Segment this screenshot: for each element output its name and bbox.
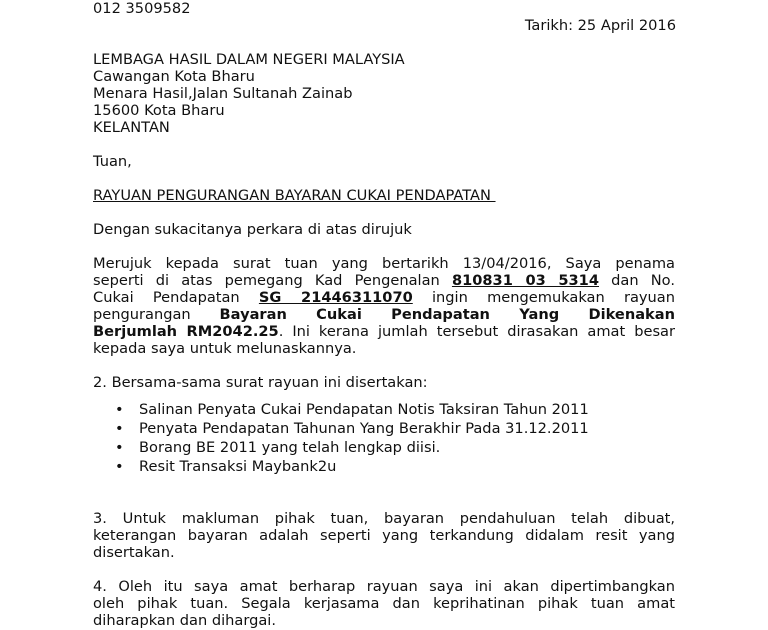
- list-item: • Borang BE 2011 yang telah lengkap diisi.: [93, 438, 589, 457]
- recipient-line: KELANTAN: [93, 119, 170, 136]
- recipient-line: Menara Hasil,Jalan Sultanah Zainab: [93, 85, 353, 102]
- bold-amount: Berjumlah RM2042.25: [93, 323, 279, 340]
- sender-phone: 012 3509582: [93, 0, 191, 17]
- para1-line: seperti di atas pemegang Kad Pengenalan 810831 03 5314 dan No.: [93, 272, 675, 289]
- salutation: Tuan,: [93, 153, 132, 170]
- para1-line: Merujuk kepada surat tuan yang bertarikh 13/04/2016, Saya penama: [93, 255, 675, 272]
- bold-phrase: Bayaran Cukai Pendapatan Yang Dikenakan: [219, 306, 675, 323]
- attachment-list: [93, 400, 589, 476]
- list-item: • Resit Transaksi Maybank2u: [93, 457, 589, 476]
- recipient-line: LEMBAGA HASIL DALAM NEGERI MALAYSIA: [93, 51, 405, 68]
- ic-number: 810831 03 5314: [451, 272, 599, 289]
- para4-line: 4. Oleh itu saya amat berharap rayuan saya ini akan dipertimbangkan: [93, 578, 675, 595]
- tax-number: SG 21446311070: [258, 289, 413, 306]
- letter-subject: RAYUAN PENGURANGAN BAYARAN CUKAI PENDAPATAN: [93, 187, 496, 204]
- para3-line: 3. Untuk makluman pihak tuan, bayaran pendahuluan telah dibuat,: [93, 510, 675, 527]
- intro-text: Dengan sukacitanya perkara di atas dirujuk: [93, 221, 412, 238]
- recipient-line: Cawangan Kota Bharu: [93, 68, 255, 85]
- para4-line: oleh pihak tuan. Segala kerjasama dan keprihatinan pihak tuan amat: [93, 595, 675, 612]
- para4-line: diharapkan dan dihargai.: [93, 612, 276, 629]
- para1-line: kepada saya untuk melunaskannya.: [93, 340, 357, 357]
- para1-line: pengurangan Bayaran Cukai Pendapatan Yang Dikenakan: [93, 306, 675, 323]
- para1-line: Cukai Pendapatan SG 21446311070 ingin mengemukakan rayuan: [93, 289, 675, 306]
- letter-date: Tarikh: 25 April 2016: [524, 17, 676, 34]
- para3-line: disertakan.: [93, 544, 175, 561]
- para3-line: keterangan bayaran adalah seperti yang terkandung didalam resit yang: [93, 527, 675, 544]
- para1-line: Berjumlah RM2042.25. Ini kerana jumlah tersebut dirasakan amat besar: [93, 323, 675, 340]
- list-item: • Salinan Penyata Cukai Pendapatan Notis Taksiran Tahun 2011: [93, 400, 589, 419]
- paragraph-2-lead: 2. Bersama-sama surat rayuan ini disertakan:: [93, 374, 428, 391]
- recipient-line: 15600 Kota Bharu: [93, 102, 225, 119]
- list-item: • Penyata Pendapatan Tahunan Yang Berakhir Pada 31.12.2011: [93, 419, 589, 438]
